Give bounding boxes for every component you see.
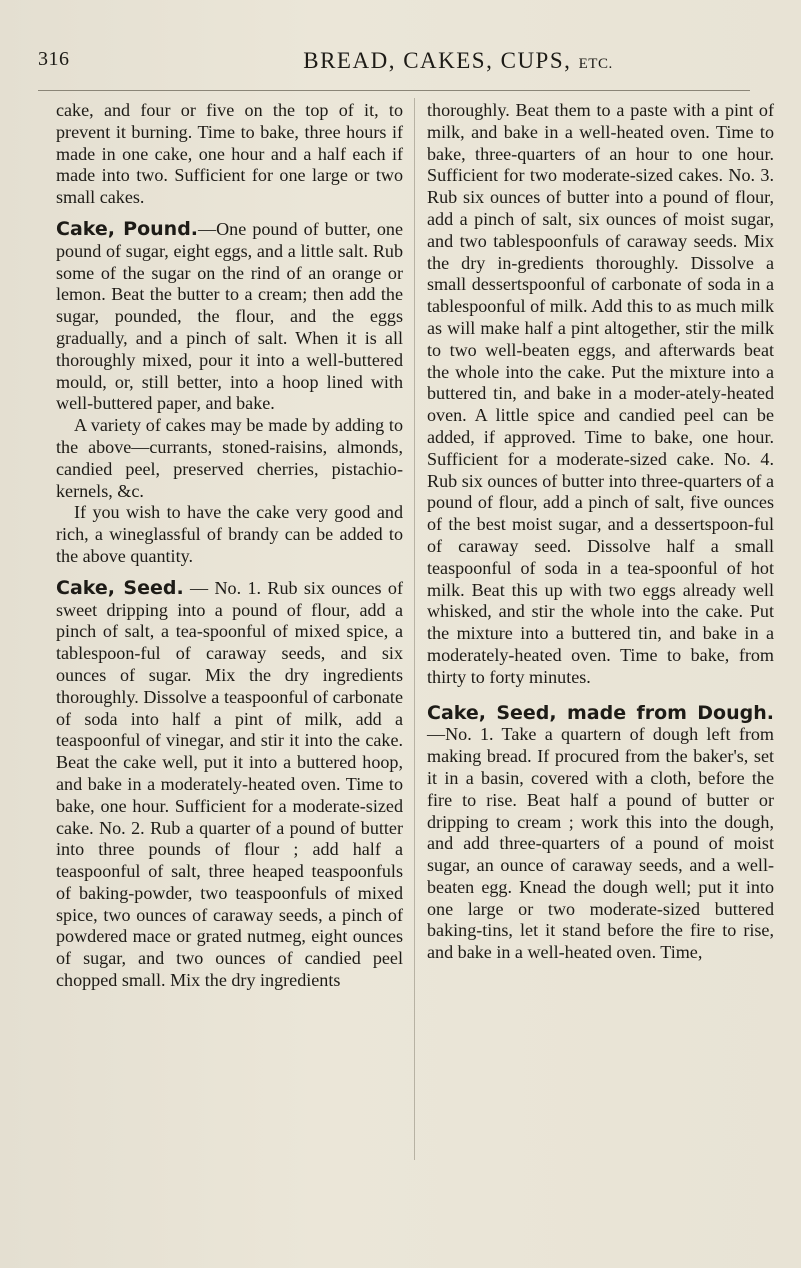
entry-cake-pound <box>56 219 403 415</box>
column-divider <box>414 98 415 1160</box>
page-number: 316 <box>38 48 70 70</box>
paragraph-variety: A variety of cakes may be made by adding to the above—currants, stoned-raisins, almonds, candied peel, preserved cherries, pistachio-kernels, &c. <box>56 415 403 501</box>
page-header <box>38 48 778 78</box>
running-title-suffix: ETC. <box>578 56 613 72</box>
entry-cake-seed <box>56 578 403 992</box>
paragraph-brandy: If you wish to have the cake very good and rich, a wineglassful of brandy can be added to the above quantity. <box>56 502 403 566</box>
header-rule <box>38 90 750 91</box>
continued-paragraph: thoroughly. Beat them to a paste with a pint of milk, and bake in a well-heated oven. Time to bake, three-quarters of an hour to one hour. Sufficient for two moderate-sized cakes. No. 3. Rub six ounces of butter into a pound of flour, add a pinch of salt, six ounces of moist sugar, and two tablespoonfuls of caraway seeds. Mix the dry in-gredients thoroughly. Dissolve a small dessertspoonful of carbonate of soda in a tablespoonful of milk. Add this to as much milk as will make half a pint altogether, stir the milk to two well-beaten eggs, and afterwards beat the whole into the cake. Put the mixture into a buttered tin, and bake in a moder-ately-heated oven. A little spice and candied peel can be added, if approved. Time to bake, one hour. Sufficient for a moderate-sized cake. No. 4. Rub six ounces of butter into three-quarters of a pound of flour, add a pinch of salt, five ounces of the best moist sugar, and a dessertspoon-ful of caraway seed. Dissolve half a small teaspoonful of soda in a tea-spoonful of hot milk. Beat this up with two eggs already well whisked, and stir the whole into the cake. Put the mixture into a buttered tin, and bake in a moderately-heated oven. Time to bake, from thirty to forty minutes. <box>427 100 774 687</box>
entry-title: Cake, Pound. <box>56 217 199 240</box>
entry-cake-seed-from-dough <box>427 703 774 965</box>
left-column <box>56 100 403 992</box>
running-title <box>218 48 698 74</box>
entry-body: —No. 1. Take a quartern of dough left from making bread. If procured from the baker's, set it in a basin, covered with a cloth, before the fire to rise. Beat half a pound of butter or dripping to cream ; work this into the dough, and add three-quarters of a pound of moist sugar, an ounce of caraway seeds, and a well-beaten egg. Knead the dough well; put it into one large or two moderate-sized buttered baking-tins, let it stand before the fire to rise, and bake in a well-heated oven. Time, <box>427 724 774 963</box>
right-column <box>427 100 774 964</box>
entry-body: — No. 1. Rub six ounces of sweet dripping into a pound of flour, add a pinch of salt, a tea-spoonful of mixed spice, a tablespoon-ful of caraway seeds, and six ounces of sugar. Mix the dry ingredients thoroughly. Dissolve a teaspoonful of carbonate of soda into half a pint of milk, add a teaspoonful of vinegar, and stir it into the cake. Beat the cake well, put it into a buttered hoop, and bake in a moderately-heated oven. Time to bake, one hour. Sufficient for a moderate-sized cake. No. 2. Rub a quarter of a pound of butter into three pounds of flour ; add half a teaspoonful of salt, three heaped teaspoonfuls of baking-powder, two teaspoonfuls of mixed spice, two ounces of caraway seeds, a pinch of powdered mace or grated nutmeg, eight ounces of sugar, and two ounces of candied peel chopped small. Mix the dry ingredients <box>56 577 403 991</box>
entry-title: Cake, Seed. <box>56 576 184 599</box>
continued-paragraph: cake, and four or five on the top of it, to prevent it burning. Time to bake, three hours if made in one cake, one hour and a half each if made into two. Sufficient for one large or two small cakes. <box>56 100 403 208</box>
entry-body: —One pound of butter, one pound of sugar, eight eggs, and a little salt. Rub some of the sugar on the rind of an orange or lemon. Beat the butter to a cream; then add the sugar, pounded, the flour, and the eggs gradually, and a pinch of salt. When it is all thoroughly mixed, pour it into a well-buttered mould, or, still better, into a hoop lined with well-buttered paper, and bake. <box>56 218 403 414</box>
entry-title: Cake, Seed, made from Dough. <box>427 701 774 724</box>
running-title-text: BREAD, CAKES, CUPS, <box>303 48 572 73</box>
